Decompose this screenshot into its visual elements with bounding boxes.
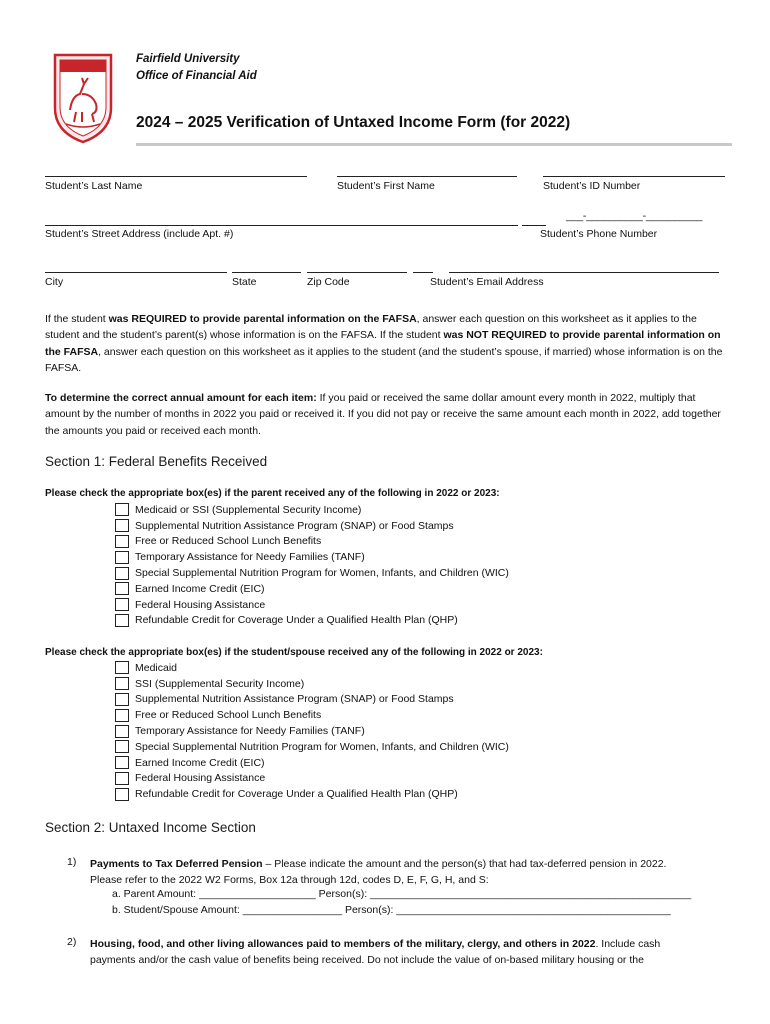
student-checklist-heading: Please check the appropriate box(es) if the student/spouse received any of the following in 2022 or 2023: [45,647,543,658]
checklist-item[interactable]: Special Supplemental Nutrition Program for Women, Infants, and Children (WIC) [115,565,509,581]
first-name-label: Student’s First Name [337,180,435,192]
checkbox[interactable] [115,677,129,690]
checkbox[interactable] [115,567,129,580]
checkbox[interactable] [115,725,129,738]
email-field[interactable] [449,272,719,273]
checklist-item[interactable]: Temporary Assistance for Needy Families (TANF) [115,723,509,739]
checklist-item[interactable]: Refundable Credit for Coverage Under a Qualified Health Plan (QHP) [115,613,509,629]
section2-title: Section 2: Untaxed Income Section [45,820,256,835]
checkbox[interactable] [115,551,129,564]
form-title: 2024 – 2025 Verification of Untaxed Income Form (for 2022) [136,114,571,131]
university-name: Fairfield University [136,53,240,65]
first-name-field[interactable] [337,176,517,177]
checkbox[interactable] [115,614,129,627]
parent-amount-field[interactable]: a. Parent Amount: ____________________ Person(s): _______________________________________________________ [112,888,692,900]
checklist-item[interactable]: Federal Housing Assistance [115,771,509,787]
checkbox[interactable] [115,772,129,785]
apt-field[interactable] [522,225,546,226]
checklist-item[interactable]: Medicaid [115,660,509,676]
last-name-field[interactable] [45,176,307,177]
checklist-item[interactable]: Free or Reduced School Lunch Benefits [115,707,509,723]
checklist-item[interactable]: Supplemental Nutrition Assistance Program (SNAP) or Food Stamps [115,692,509,708]
parent-checklist-heading: Please check the appropriate box(es) if the parent received any of the following in 2022 or 2023: [45,488,500,499]
student-amount-field[interactable]: b. Student/Spouse Amount: _________________ Person(s): _______________________________________________ [112,904,671,916]
item1-text: Payments to Tax Deferred Pension – Please indicate the amount and the person(s) that had tax-deferred pension in 2022. [90,858,667,870]
title-rule [136,143,732,146]
city-field[interactable] [45,272,227,273]
last-name-label: Student’s Last Name [45,180,143,192]
checkbox[interactable] [115,535,129,548]
checkbox[interactable] [115,756,129,769]
phone-field[interactable]: ___-__________-__________ [566,210,703,222]
state-field[interactable] [232,272,301,273]
checkbox[interactable] [115,709,129,722]
annual-amount-paragraph: To determine the correct annual amount for each item: If you paid or received the same dollar amount every month in 2022, multiply that amount by the number of months in 2022 you paid or received it. If you did not pay or receive the same amount each month in 2022, add together the amounts you paid or received each month. [45,392,721,437]
checklist-item[interactable]: Earned Income Credit (EIC) [115,581,509,597]
checkbox[interactable] [115,582,129,595]
student-id-label: Student’s ID Number [543,180,641,192]
checklist-item[interactable]: Medicaid or SSI (Supplemental Security Income) [115,502,509,518]
checkbox[interactable] [115,788,129,801]
section1-title: Section 1: Federal Benefits Received [45,454,268,469]
checkbox[interactable] [115,598,129,611]
checklist-item[interactable]: Free or Reduced School Lunch Benefits [115,534,509,550]
item2-text: Housing, food, and other living allowances paid to members of the military, clergy, and others in 2022. Include cash [90,938,661,950]
checkbox[interactable] [115,503,129,516]
checkbox[interactable] [115,519,129,532]
checklist-item[interactable]: Temporary Assistance for Needy Families (TANF) [115,549,509,565]
checklist-item[interactable]: Special Supplemental Nutrition Program for Women, Infants, and Children (WIC) [115,739,509,755]
checklist-item[interactable]: SSI (Supplemental Security Income) [115,676,509,692]
checkbox[interactable] [115,693,129,706]
checklist-item[interactable]: Federal Housing Assistance [115,597,509,613]
street-address-field[interactable] [45,225,518,226]
university-logo [52,52,114,144]
student-id-field[interactable] [543,176,725,177]
checkbox[interactable] [115,661,129,674]
zip-field[interactable] [307,272,407,273]
street-address-label: Student’s Street Address (include Apt. #) [45,228,234,240]
email-label: Student’s Email Address [430,276,544,288]
checklist-item[interactable]: Earned Income Credit (EIC) [115,755,509,771]
item1-number: 1) [67,856,77,868]
zip-ext-field[interactable] [413,272,433,273]
student-checklist [115,660,509,802]
item2-line2: payments and/or the cash value of benefits being received. Do not include the value of on-based military housing or the [90,954,644,966]
checklist-item[interactable]: Supplemental Nutrition Assistance Program (SNAP) or Food Stamps [115,518,509,534]
zip-label: Zip Code [307,276,350,288]
office-name: Office of Financial Aid [136,70,257,82]
checkbox[interactable] [115,740,129,753]
phone-label: Student’s Phone Number [540,228,658,240]
state-label: State [232,276,257,288]
item2-number: 2) [67,936,77,948]
intro-paragraph: If the student was REQUIRED to provide parental information on the FAFSA, answer each question on this worksheet as it applies to the student and the student’s parent(s) whose information is on the FAFSA. If the student was NOT REQUIRED to provide parental information on the FAFSA, answer each question on this worksheet as it applies to the student (and the student’s spouse, if married) whose information is on the FAFSA. [45,313,723,374]
checklist-item[interactable]: Refundable Credit for Coverage Under a Qualified Health Plan (QHP) [115,786,509,802]
parent-checklist [115,502,509,628]
item1-line2: Please refer to the 2022 W2 Forms, Box 12a through 12d, codes D, E, F, G, H, and S: [90,874,489,886]
city-label: City [45,276,64,288]
